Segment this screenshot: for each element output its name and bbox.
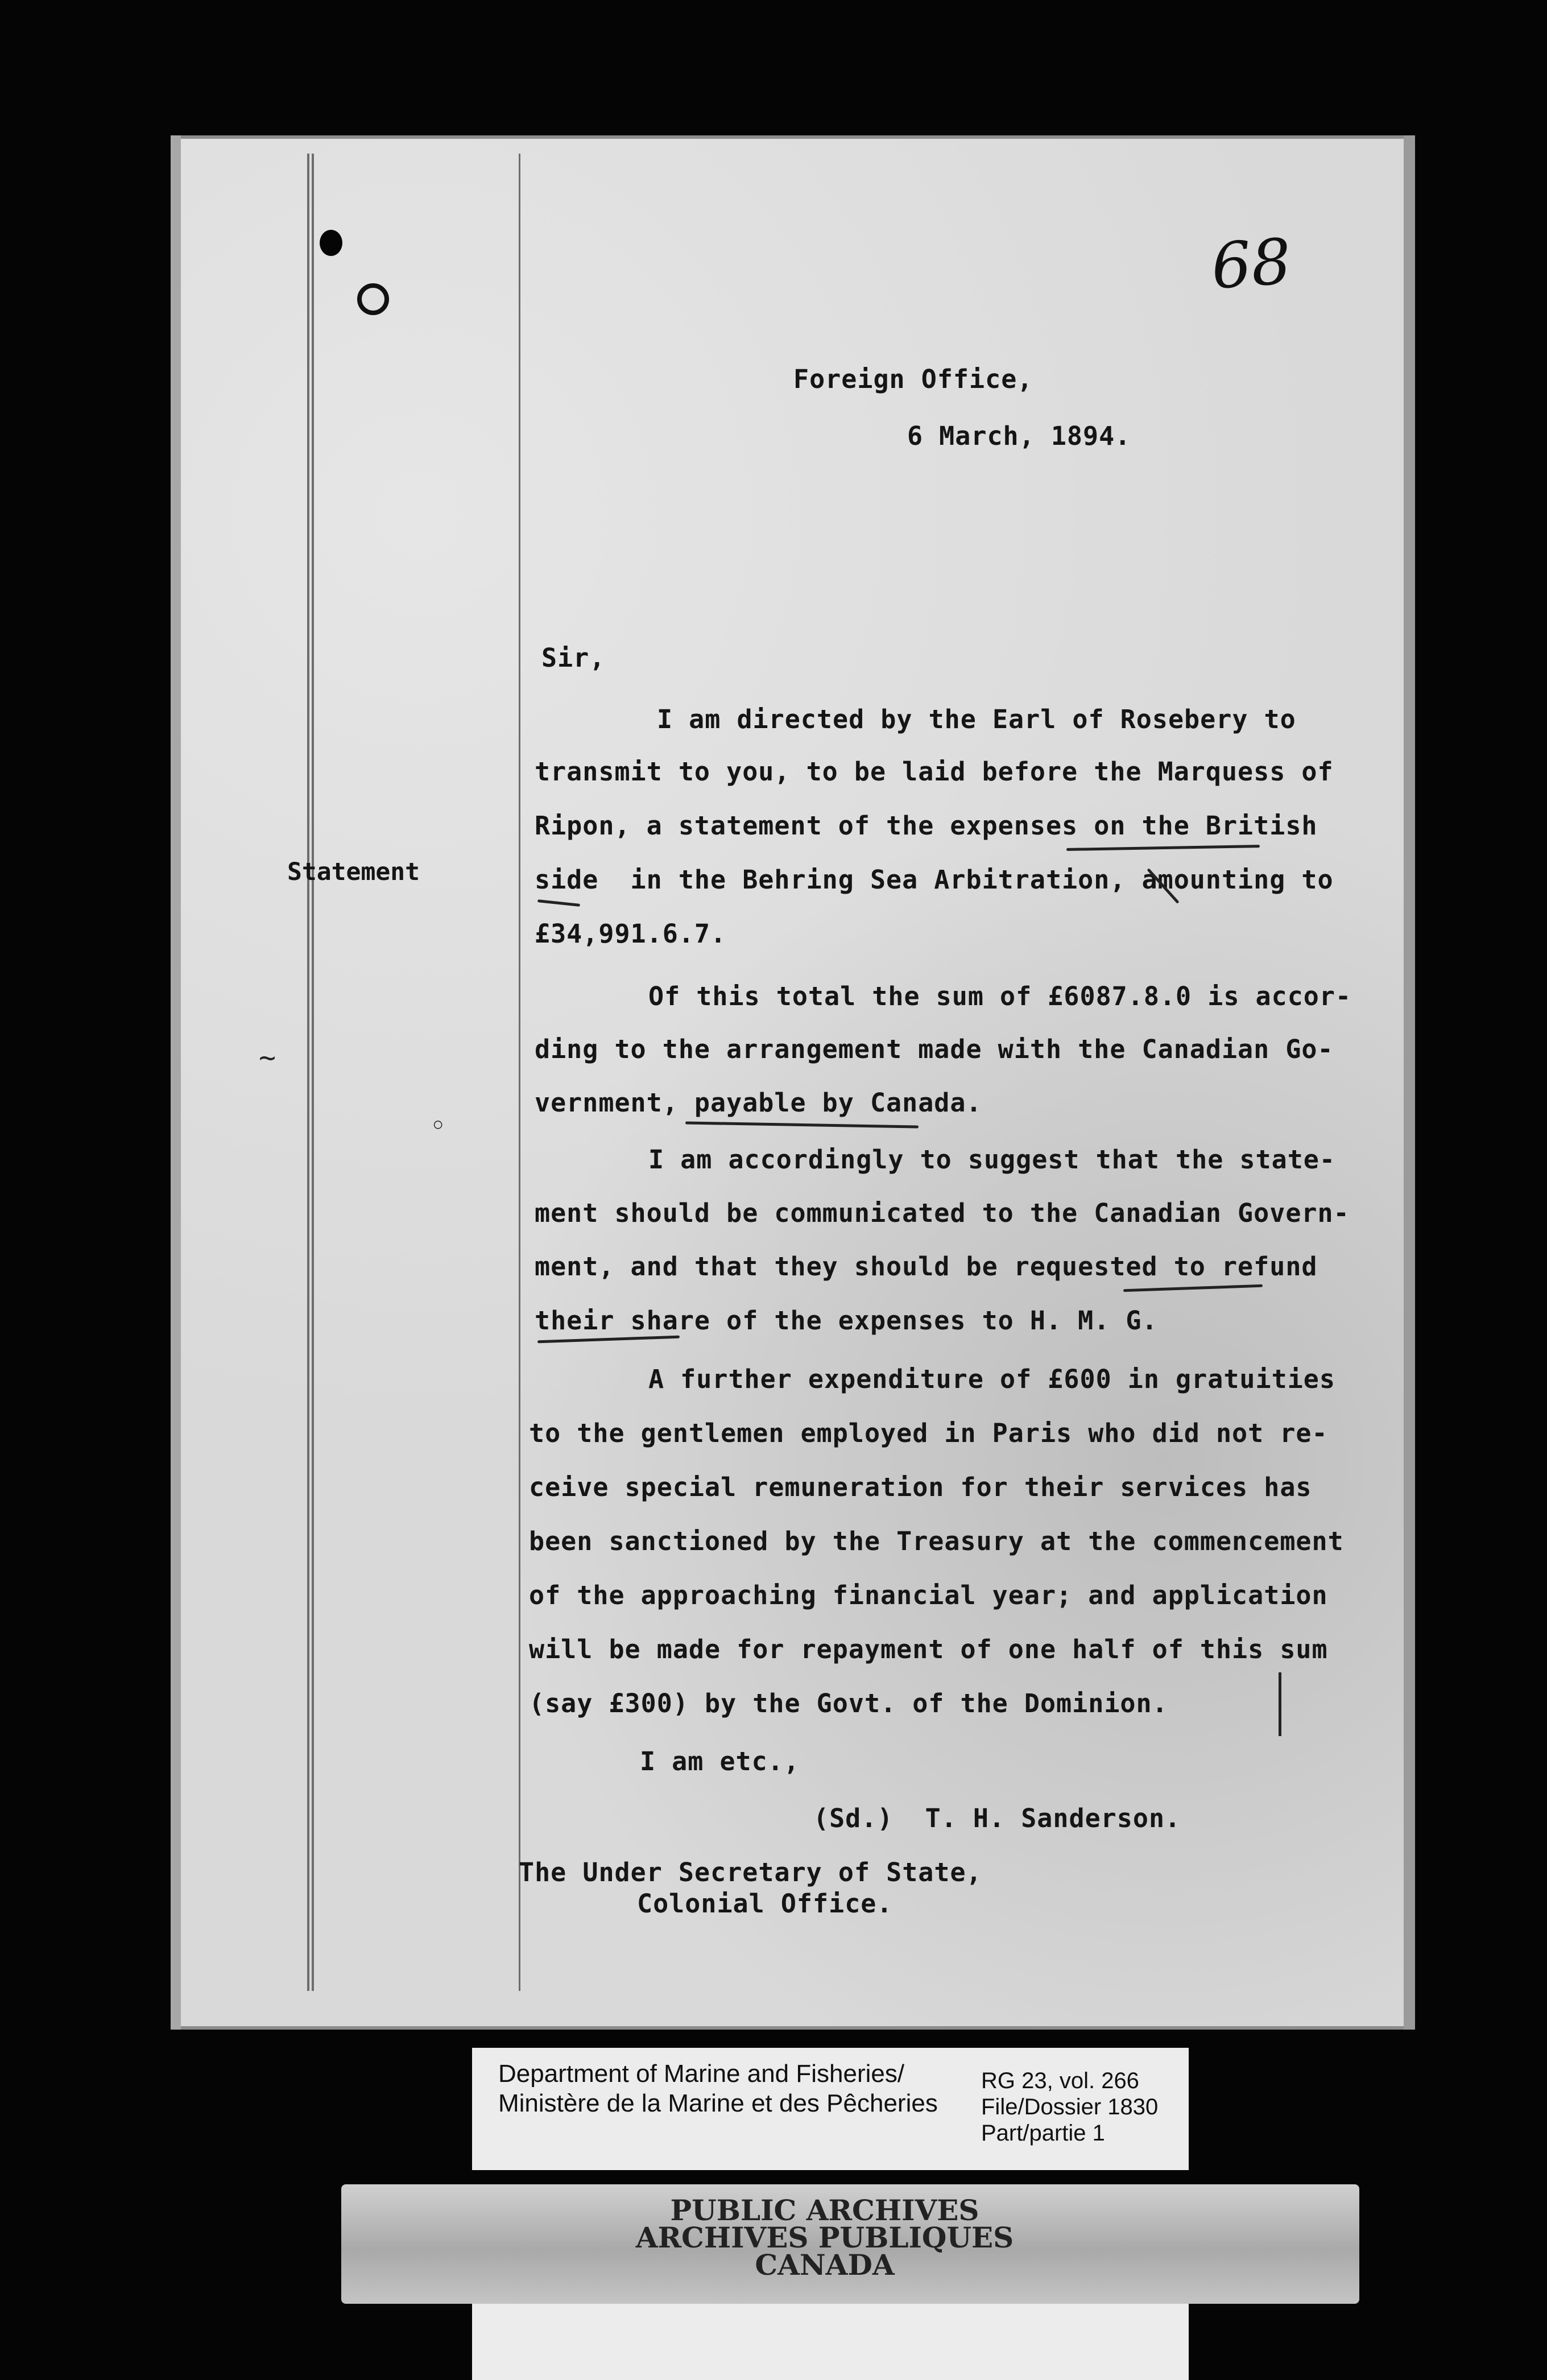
- signature: (Sd.) T. H. Sanderson.: [813, 1803, 1181, 1833]
- body-line: ceive special remuneration for their services has: [529, 1472, 1312, 1502]
- pencil-mark: ~: [259, 1041, 276, 1074]
- letter-sheet: [171, 135, 1415, 2030]
- addressee-line: Colonial Office.: [637, 1889, 893, 1919]
- addressee-line: The Under Secretary of State,: [519, 1857, 982, 1887]
- body-line: transmit to you, to be laid before the Marquess of: [535, 757, 1334, 787]
- reference-volume: RG 23, vol. 266: [981, 2068, 1139, 2093]
- salutation: Sir,: [541, 643, 606, 673]
- body-line: side in the Behring Sea Arbitration, amounting to: [535, 865, 1334, 895]
- body-line: their share of the expenses to H. M. G.: [535, 1305, 1158, 1336]
- body-line: to the gentlemen employed in Paris who did not re-: [529, 1418, 1328, 1448]
- punch-hole: [320, 230, 342, 256]
- pencil-mark: ◦: [429, 1109, 447, 1142]
- body-line: I am accordingly to suggest that the state-: [648, 1144, 1335, 1175]
- stamp-line: ARCHIVES PUBLIQUES: [635, 2221, 1014, 2254]
- archives-stamp: [569, 2193, 1081, 2282]
- stamp-line: CANADA: [755, 2248, 895, 2282]
- margin-rule: [312, 154, 314, 1991]
- body-line: ding to the arrangement made with the Canadian Go-: [535, 1034, 1334, 1064]
- body-line: (say £300) by the Govt. of the Dominion.: [529, 1688, 1168, 1718]
- pencil-tick: [1279, 1672, 1281, 1736]
- department-en: Department of Marine and Fisheries/: [498, 2060, 905, 2088]
- archive-reference: [981, 2068, 1158, 2146]
- margin-rule: [519, 154, 520, 1991]
- header-office: Foreign Office,: [793, 364, 1033, 394]
- body-line: Of this total the sum of £6087.8.0 is accor-: [648, 981, 1352, 1011]
- body-line: £34,991.6.7.: [535, 919, 727, 949]
- body-line: ment, and that they should be requested to refund: [535, 1251, 1318, 1282]
- header-date: 6 March, 1894.: [907, 421, 1131, 451]
- body-line: vernment, payable by Canada.: [535, 1088, 982, 1118]
- body-line: been sanctioned by the Treasury at the commencement: [529, 1526, 1344, 1556]
- reference-file: File/Dossier 1830: [981, 2094, 1159, 2119]
- body-line: ment should be communicated to the Canadian Govern-: [535, 1198, 1350, 1228]
- punch-hole-ring: [357, 283, 389, 315]
- closing: I am etc.,: [640, 1746, 800, 1776]
- body-line: I am directed by the Earl of Rosebery to: [657, 704, 1296, 734]
- body-line: will be made for repayment of one half of this sum: [529, 1634, 1328, 1664]
- body-line: Ripon, a statement of the expenses on the British: [535, 811, 1318, 841]
- reference-part: Part/partie 1: [981, 2121, 1105, 2146]
- stamp-backing: [472, 2304, 1189, 2380]
- stamp-line: PUBLIC ARCHIVES: [670, 2193, 979, 2227]
- department-fr: Ministère de la Marine et des Pêcheries: [498, 2089, 938, 2117]
- body-line: of the approaching financial year; and application: [529, 1580, 1328, 1610]
- margin-note: Statement: [287, 858, 420, 886]
- margin-rule: [307, 154, 309, 1991]
- body-line: A further expenditure of £600 in gratuities: [648, 1364, 1335, 1394]
- folio-number: 68: [1209, 225, 1294, 303]
- archive-department: [498, 2059, 938, 2118]
